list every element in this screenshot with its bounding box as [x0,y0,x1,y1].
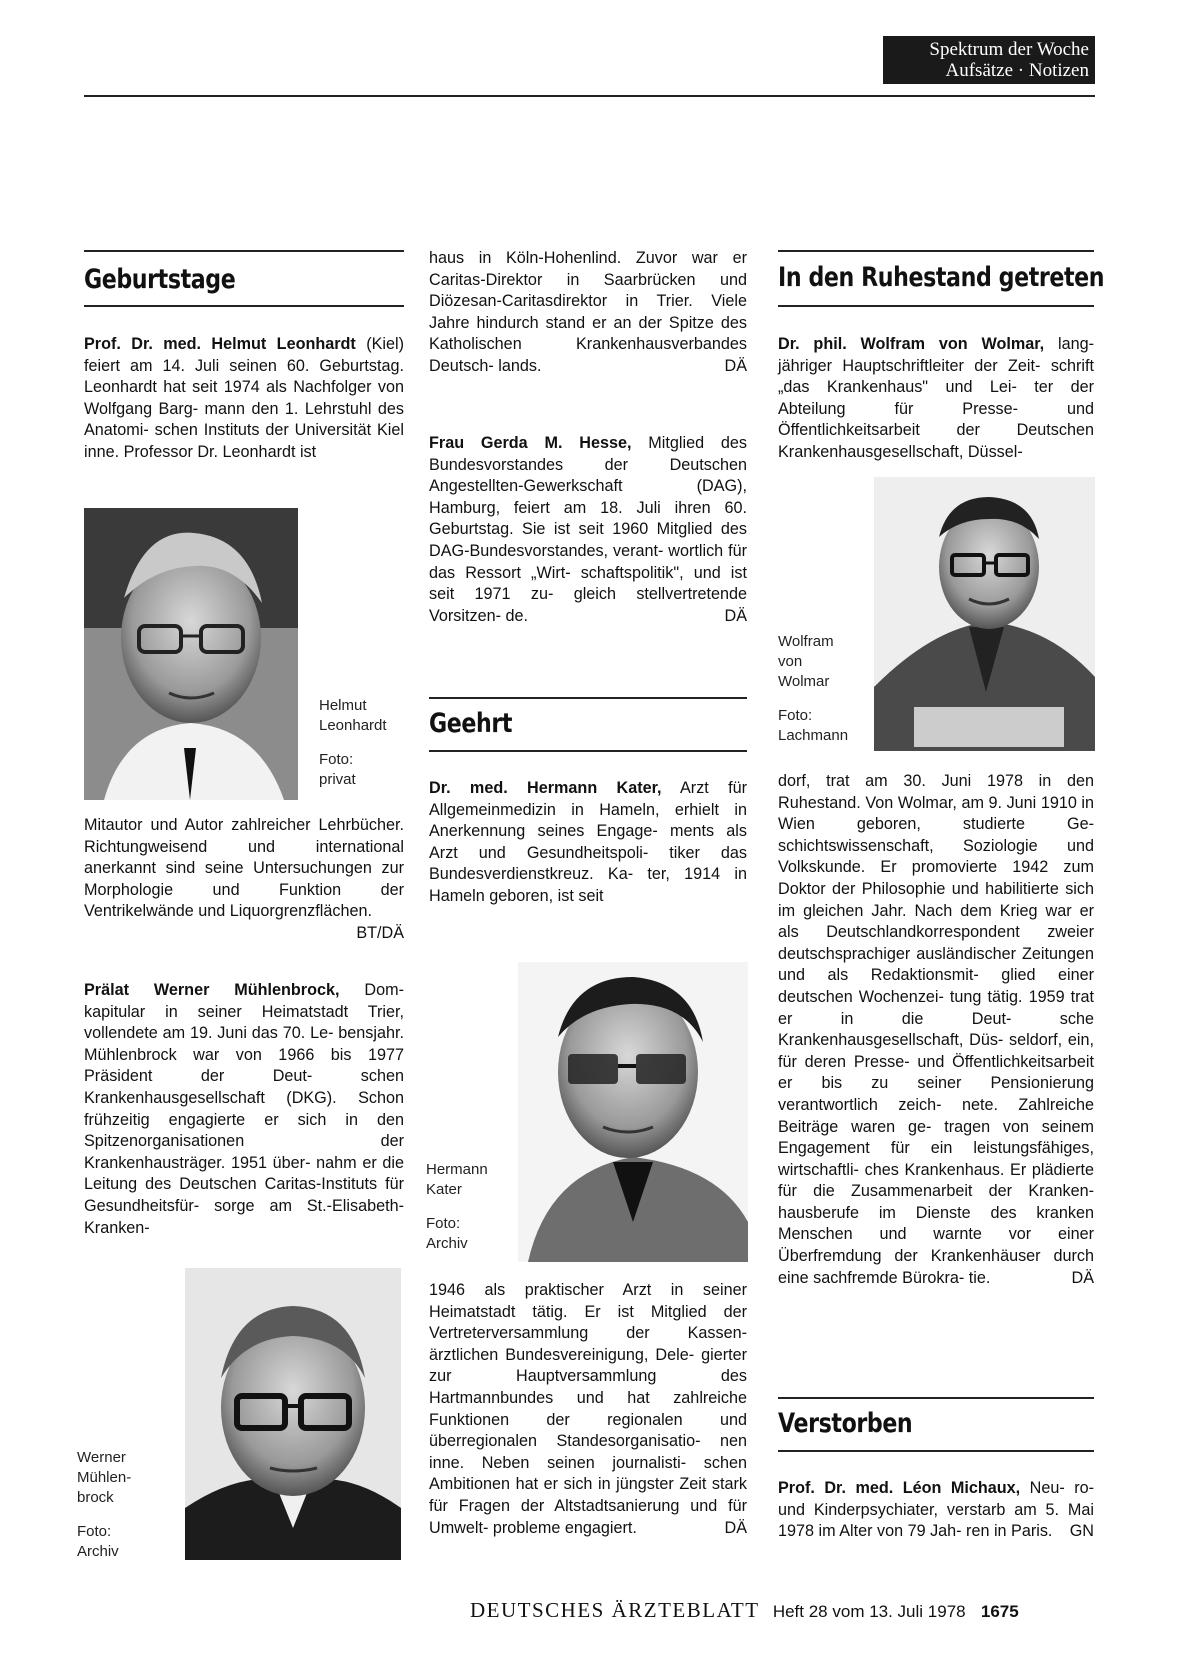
page-footer [470,1598,1095,1623]
caption-kater: Hermann Kater Foto: Archiv [426,1161,488,1252]
caption-leonhardt: Helmut Leonhardt Foto: privat [319,697,387,788]
article-leonhardt-part1: Prof. Dr. med. Helmut Leonhardt (Kiel) feiert am 14. Juli seinen 60. Geburtstag. Leonhardt hat seit 1974 als Nachfolger von Wolfgang Barg- mann den 1. Lehrstuhl des Anatomi- schen Instituts der Universität Kiel inne. Professor Dr. Leonhardt ist [84,335,405,461]
section-rule [84,305,404,307]
article-wolmar-part1: Dr. phil. Wolfram von Wolmar, lang- jähriger Hauptschriftleiter der Zeit- schrift „das Krankenhaus" und Lei- ter der Abteilung für Presse- und Öffentlichkeitsarbeit der Deutschen Krankenhausgesellschaft, Düssel- [778,335,1095,461]
page-number: 1675 [980,1602,1019,1621]
caption-muehlenbrock: Werner Mühlen- brock Foto: Archiv [77,1449,132,1560]
article-kater-part2: 1946 als praktischer Arzt in seiner Heimatstadt tätig. Er ist Mitglied der Vertreterversammlung der Kassen- ärztlichen Bundesvereinigung, Dele- gierter zur Hauptversammlung des Hartmannbundes und hat zahlreiche Funktionen der regionalen und überregionalen Standesorganisatio- nen inne. Neben seinen journalisti- schen Ambitionen hat er sich in jüngster Zeit stark für Fragen der Altstadtsanierung und für Umwelt- probleme engagiert. DÄ [429,1280,747,1539]
photo-hermann-kater [518,962,748,1262]
caption-wolmar: Wolfram von Wolmar Foto: Lachmann [778,633,849,744]
section-title-geburtstage: Geburtstage [84,264,236,295]
section-rule [778,1397,1094,1399]
section-rule [778,250,1094,252]
section-rule [429,750,747,752]
header-rule [84,95,1095,97]
section-title-geehrt: Geehrt [429,708,513,739]
article-muehlenbrock-continued: haus in Köln-Hohenlind. Zuvor war er Caritas-Direktor in Saarbrücken und Diözesan-Caritasdirektor in Trier. Viele Jahre hindurch stand er an der Spitze des Katholischen Krankenhausverbandes Deutsch- lands. DÄ [429,248,747,378]
person-name: Dr. phil. Wolfram von Wolmar, [778,335,1045,353]
author-signature: DÄ [724,1518,747,1537]
author-signature: GN [1069,1522,1094,1541]
section-rule [84,250,404,252]
article-muehlenbrock: Prälat Werner Mühlenbrock, Dom- kapitular in seiner Heimatstadt Trier, vollendete am 19. Juni das 70. Le- bensjahr. Mühlenbrock war von 1966 bis 1977 Präsident der Deut- schen Krankenhausgesellschaft (DKG). Schon frühzeitig engagierte er sich in den Spitzenorganisationen der Krankenhausträger. 1951 über- nahm er die Leitung des Deutschen Caritas-Instituts für Gesundheitsfür- sorge am St.-Elisabeth-Kranken- [84,981,404,1237]
person-name: Frau Gerda M. Hesse, [429,434,632,452]
portrait-image [874,477,1095,751]
article-michaux: Prof. Dr. med. Léon Michaux, Neu- ro- und Kinderpsychiater, verstarb am 5. Mai 1978 im Alter von 79 Jah- ren in Paris. GN [778,1478,1094,1543]
article-hesse: Frau Gerda M. Hesse, Mitglied des Bundesvorstandes der Deutschen Angestellten-Gewerkschaft (DAG), Hamburg, feiert am 18. Juli ihren 60. Geburtstag. Sie ist seit 1960 Mitglied des DAG-Bundesvorstandes, verant- wortlich für das Ressort „Wirt- schaftspolitik", und ist seit 1971 zu- gleich stellvertretende Vorsitzen- de. DÄ [429,433,747,627]
person-name: Prof. Dr. med. Léon Michaux, [778,1479,1021,1497]
author-signature: DÄ [1071,1268,1094,1287]
photo-wolfram-von-wolmar [874,477,1095,751]
section-label-line2: Aufsätze · Notizen [945,60,1089,81]
section-label-line1: Spektrum der Woche [929,39,1089,60]
masthead: DEUTSCHES ÄRZTEBLATT [470,1598,760,1622]
author-signature: DÄ [724,356,747,375]
section-label-box [883,36,1095,84]
article-leonhardt-part2: Mitautor und Autor zahlreicher Lehrbücher. Richtungweisend und international anerkannt sind seine Untersuchungen zur Morphologie und Funktion der Ventrikelwände und Liquorgrenzflächen. BT/DÄ [84,815,404,945]
photo-helmut-leonhardt [84,508,298,800]
section-rule [778,1450,1094,1452]
article-wolmar-part2: dorf, trat am 30. Juni 1978 in den Ruhestand. Von Wolmar, am 9. Juni 1910 in Wien geboren, studierte Ge- schichtswissenschaft, Soziologie und Volkskunde. Er promovierte 1942 zum Doktor der Philosophie und habilitierte sich im gleichen Jahr. Nach dem Krieg war er als Deutschlandkorrespondent zweier deutschsprachiger ausländischer Zeitungen und als Redaktionsmit- glied einer deutschen Wochenzei- tung tätig. 1959 trat er in die Deut- sche Krankenhausgesellschaft, Düs- seldorf, ein, für deren Presse- und Öffentlichkeitsarbeit er bis zu seiner Pensionierung verantwortlich zeich- nete. Zahlreiche Beiträge waren ge- tragen von seinem Engagement für ein leistungsfähiges, wirtschaftli- ches Krankenhaus. Er plädierte für die Zusammenarbeit der Kranken- hausberufe im Dienste des kranken Menschen und warnte vor einer Überfremdung der Krankenhäuser durch eine sachfremde Bürokra- tie. DÄ [778,771,1094,1289]
issue-info: Heft 28 vom 13. Juli 1978 [772,1602,966,1621]
section-title-verstorben: Verstorben [778,1408,913,1439]
photo-werner-muehlenbrock [185,1268,401,1560]
person-name: Prälat Werner Mühlenbrock, [84,981,340,999]
author-signature: BT/DÄ [356,923,404,942]
portrait-image [84,508,298,800]
section-title-ruhestand: In den Ruhestand getreten [778,262,1105,293]
person-name: Prof. Dr. med. Helmut Leonhardt [84,335,356,353]
section-rule [778,305,1094,307]
author-signature: DÄ [724,606,747,625]
portrait-image [185,1268,401,1560]
portrait-image [518,962,748,1262]
section-rule [429,697,747,699]
person-name: Dr. med. Hermann Kater, [429,779,662,797]
article-kater-part1: Dr. med. Hermann Kater, Arzt für Allgemeinmedizin in Hameln, erhielt in Anerkennung seines Engage- ments als Arzt und Gesundheitspoli- tiker das Bundesverdienstkreuz. Ka- ter, 1914 in Hameln geboren, ist seit [429,779,748,905]
